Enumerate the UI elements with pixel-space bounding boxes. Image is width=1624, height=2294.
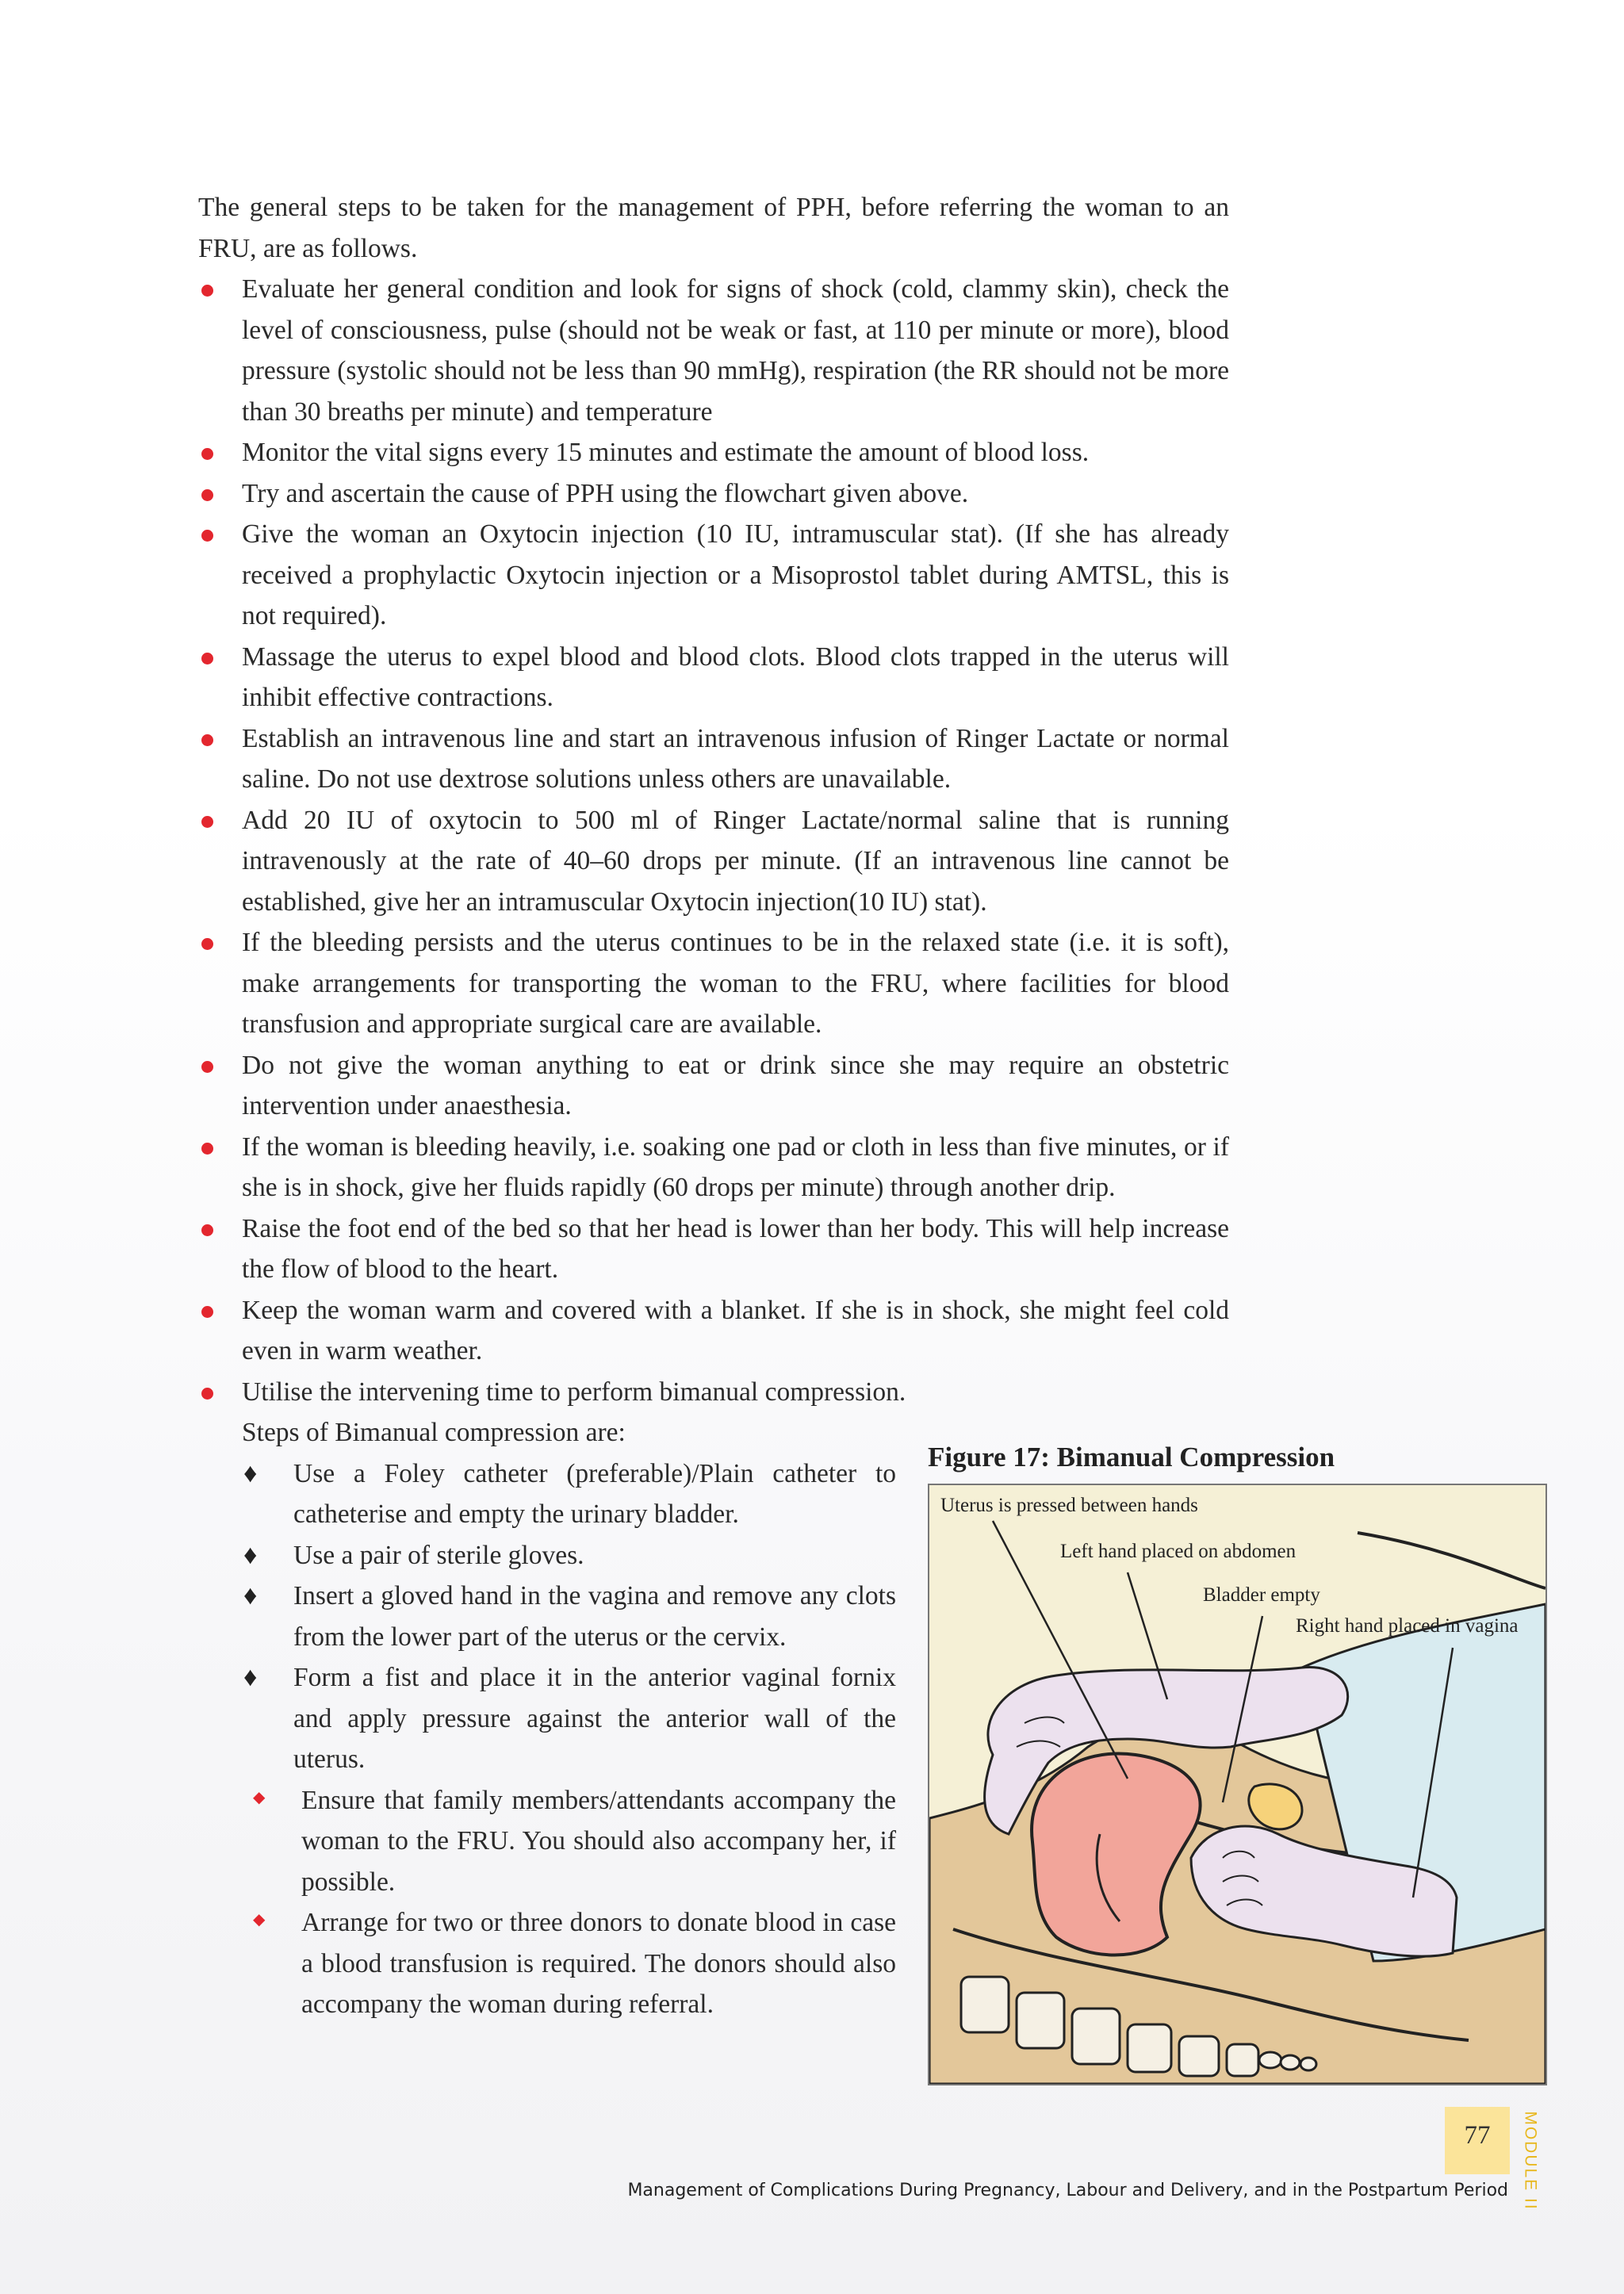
referral-substeps-list: [198, 1780, 896, 2025]
label-uterus-pressed: Uterus is pressed between hands: [940, 1495, 1198, 1516]
list-item: ◆ Ensure that family members/attendants accompany the woman to the FRU. You should also accompany her, if possible.: [250, 1780, 896, 1903]
list-item: Do not give the woman anything to eat or drink since she may require an obstetric intervention under anaesthesia.: [198, 1045, 1229, 1127]
list-item: Give the woman an Oxytocin injection (10 IU, intramuscular stat). (If she has already received a prophylactic Oxytocin injection or a Misoprostol tablet during AMTSL, this is not required).: [198, 514, 1229, 637]
label-bladder-empty: Bladder empty: [1203, 1584, 1320, 1606]
list-item: ♦ Insert a gloved hand in the vagina and remove any clots from the lower part of the uterus or the cervix.: [242, 1576, 896, 1657]
label-left-hand: Left hand placed on abdomen: [1060, 1541, 1297, 1562]
figure-caption: Figure 17: Bimanual Compression: [928, 1442, 1335, 1473]
list-item: If the woman is bleeding heavily, i.e. soaking one pad or cloth in less than five minutes, or if she is in shock, give her fluids rapidly (60 drops per minute) through another drip.: [198, 1127, 1229, 1208]
list-item: Raise the foot end of the bed so that her head is lower than her body. This will help increase the flow of blood to the heart.: [198, 1208, 1229, 1290]
list-item: Establish an intravenous line and start an intravenous infusion of Ringer Lactate or normal saline. Do not use dextrose solutions unless others are unavailable.: [198, 718, 1229, 800]
bimanual-compression-illustration: [929, 1485, 1545, 2084]
list-item: Keep the woman warm and covered with a blanket. If she is in shock, she might feel cold even in warm weather.: [198, 1290, 1229, 1372]
list-item: Add 20 IU of oxytocin to 500 ml of Ringer Lactate/normal saline that is running intravenously at the rate of 40–60 drops per minute. (If an intravenous line cannot be established, give her an intramuscular Oxytocin injection(10 IU) stat).: [198, 800, 1229, 923]
bimanual-steps-list: [198, 1453, 896, 1780]
page-number: 77: [1464, 2121, 1491, 2150]
list-item: ♦ Form a fist and place it in the anterior vaginal fornix and apply pressure against the anterior wall of the uterus.: [242, 1657, 896, 1780]
list-item: ♦ Use a Foley catheter (preferable)/Plain catheter to catheterise and empty the urinary bladder.: [242, 1453, 896, 1535]
bimanual-steps-column: [198, 1412, 896, 2025]
list-item: Massage the uterus to expel blood and blood clots. Blood clots trapped in the uterus will inhibit effective contractions.: [198, 637, 1229, 718]
intro-paragraph: The general steps to be taken for the management of PPH, before referring the woman to an FRU, are as follows.: [198, 193, 1229, 263]
list-item: ◆ Arrange for two or three donors to donate blood in case a blood transfusion is required. The donors should also accompany the woman during referral.: [250, 1902, 896, 2025]
bimanual-compression-figure: [928, 1484, 1547, 2085]
list-item: Monitor the vital signs every 15 minutes and estimate the amount of blood loss.: [198, 432, 1229, 473]
list-item: Utilise the intervening time to perform bimanual compression.: [198, 1372, 1229, 1413]
module-tag: [1519, 2109, 1542, 2212]
running-footer: Management of Complications During Pregnancy, Labour and Delivery, and in the Postpartum Period: [627, 2181, 1508, 2200]
label-right-hand: Right hand placed in vagina: [1296, 1615, 1519, 1637]
list-item: ♦ Use a pair of sterile gloves.: [242, 1535, 896, 1576]
management-steps-list: [198, 269, 1229, 1412]
module-tag-text: MODULE II: [1522, 2111, 1541, 2211]
list-item: Evaluate her general condition and look for signs of shock (cold, clammy skin), check the level of consciousness, pulse (should not be weak or fast, at 110 per minute or more), blood pressure (systolic should not be less than 90 mmHg), respiration (the RR should not be more than 30 breaths per minute) and temperature: [198, 269, 1229, 432]
steps-title: Steps of Bimanual compression are:: [242, 1418, 626, 1447]
list-item: Try and ascertain the cause of PPH using the flowchart given above.: [198, 473, 1229, 515]
list-item: If the bleeding persists and the uterus continues to be in the relaxed state (i.e. it is soft), make arrangements for transporting the woman to the FRU, where facilities for blood transfusion and appropriate surgical care are available.: [198, 922, 1229, 1045]
